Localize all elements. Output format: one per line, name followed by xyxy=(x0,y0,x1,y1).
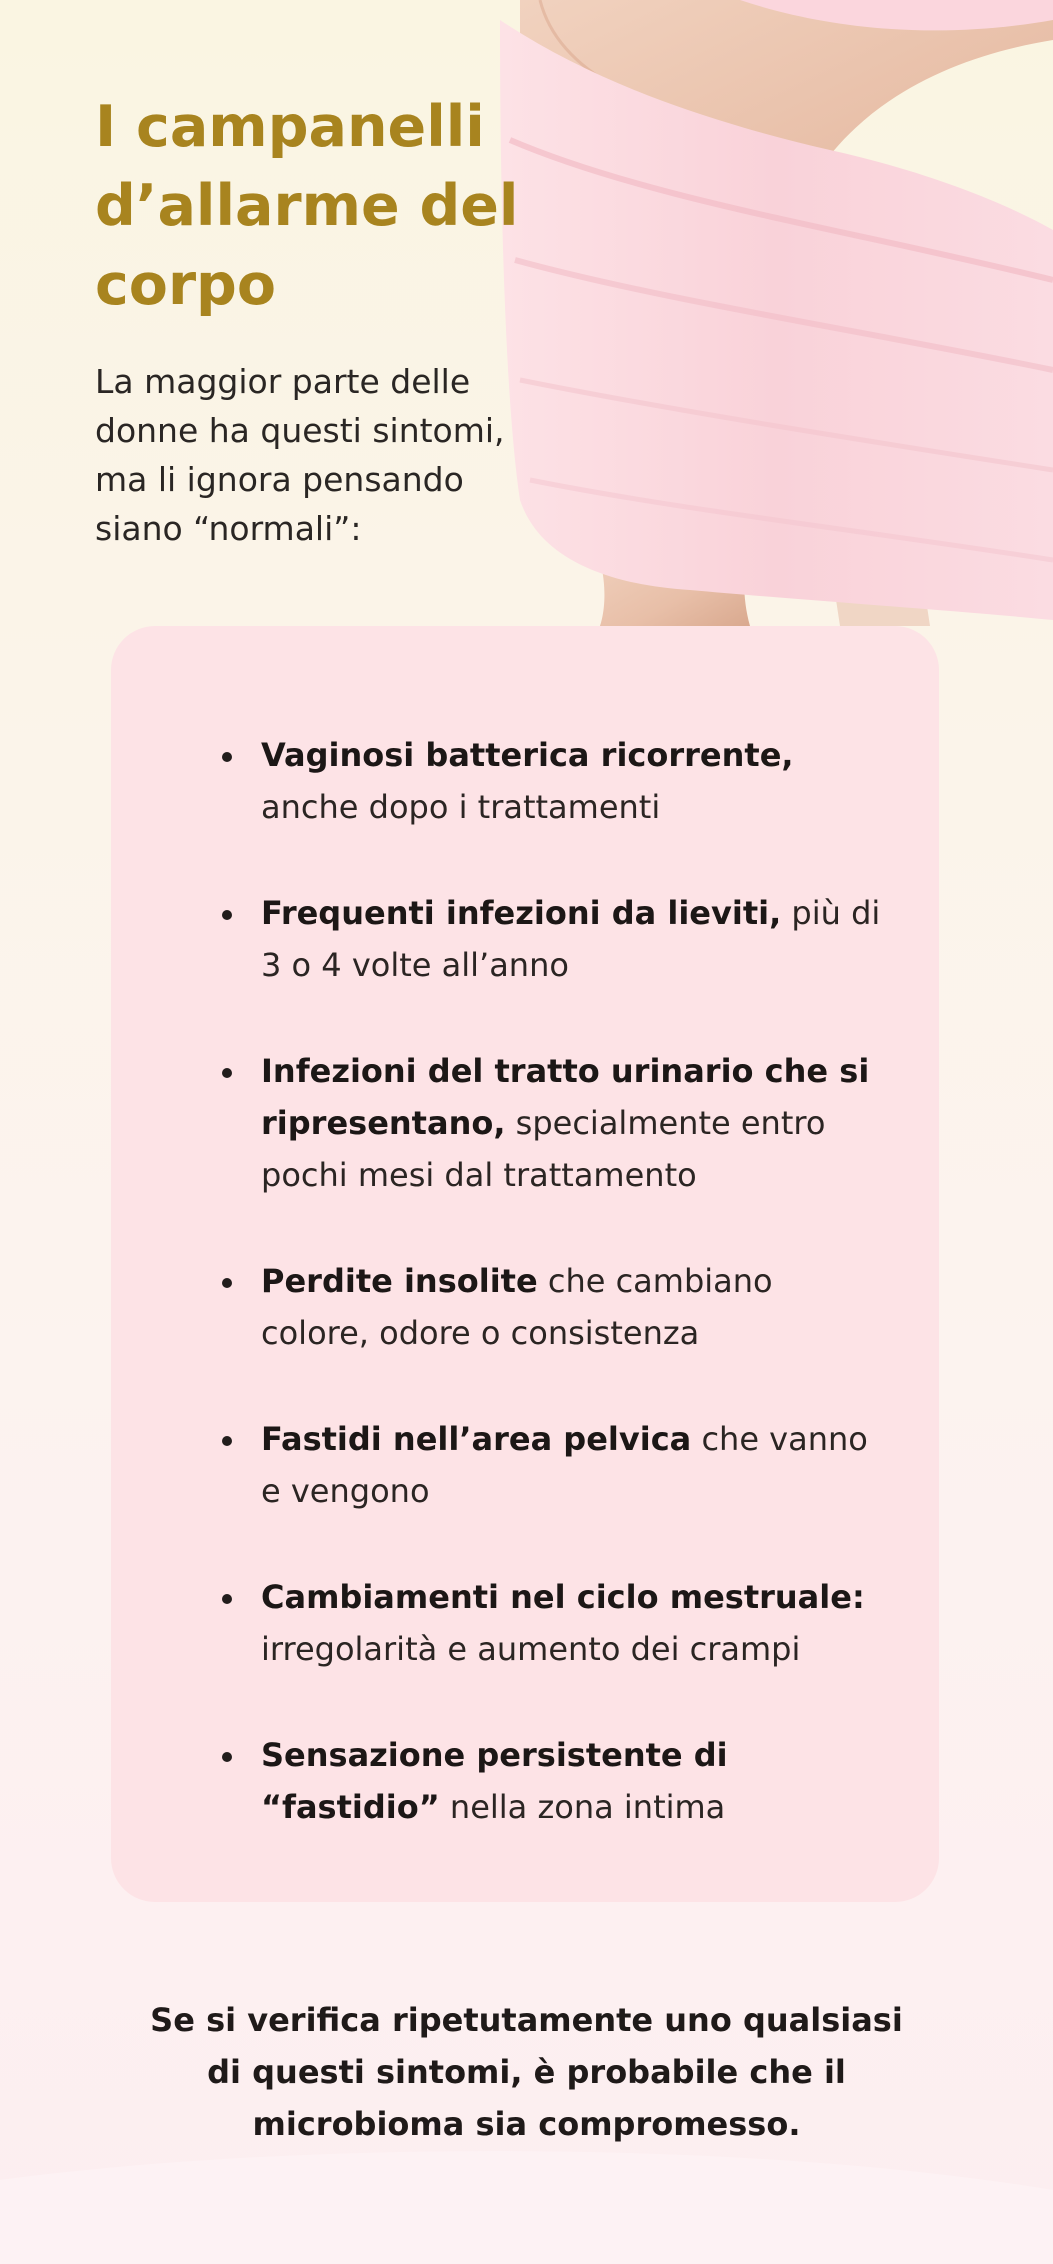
list-item xyxy=(249,1045,889,1201)
symptom-text: che cambiano colore, odore o consistenza xyxy=(261,1262,773,1352)
list-item xyxy=(249,1255,889,1359)
symptom-list xyxy=(249,729,889,1887)
symptom-bold: Fastidi nell’area pelvica xyxy=(261,1420,692,1458)
intro-text: La maggior parte delle donne ha questi sintomi, ma li ignora pensando siano “normali”: xyxy=(95,362,505,548)
symptom-text: specialmente entro pochi mesi dal trattamento xyxy=(261,1104,826,1194)
symptom-bold: Perdite insolite xyxy=(261,1262,538,1300)
symptom-bold: Infezioni del tratto urinario che si ripresentano, xyxy=(261,1052,870,1142)
symptoms-card xyxy=(111,626,939,1902)
symptom-bold: Sensazione persistente di “fastidio” xyxy=(261,1736,728,1826)
list-item xyxy=(249,887,889,991)
page-title: I campanelli d’allarme del corpo xyxy=(95,94,519,318)
symptom-bold: Cambiamenti nel ciclo mestruale: xyxy=(261,1578,865,1616)
symptom-text: che vanno e vengono xyxy=(261,1420,868,1510)
list-item xyxy=(249,1729,889,1833)
symptom-text: anche dopo i trattamenti xyxy=(261,788,661,826)
symptom-text: nella zona intima xyxy=(439,1788,726,1826)
list-item xyxy=(249,1413,889,1517)
symptom-bold: Frequenti infezioni da lieviti, xyxy=(261,894,782,932)
list-item xyxy=(249,1571,889,1675)
symptom-bold: Vaginosi batterica ricorrente, xyxy=(261,736,794,774)
conclusion-text: Se si verifica ripetutamente uno qualsiasi di questi sintomi, è probabile che il microbioma sia compromesso. xyxy=(150,2001,903,2143)
symptom-text: più di 3 o 4 volte all’anno xyxy=(261,894,881,984)
symptom-text: irregolarità e aumento dei crampi xyxy=(261,1630,801,1668)
hero-photo xyxy=(500,0,1053,626)
list-item xyxy=(249,729,889,833)
bottom-decoration xyxy=(0,2140,1053,2264)
